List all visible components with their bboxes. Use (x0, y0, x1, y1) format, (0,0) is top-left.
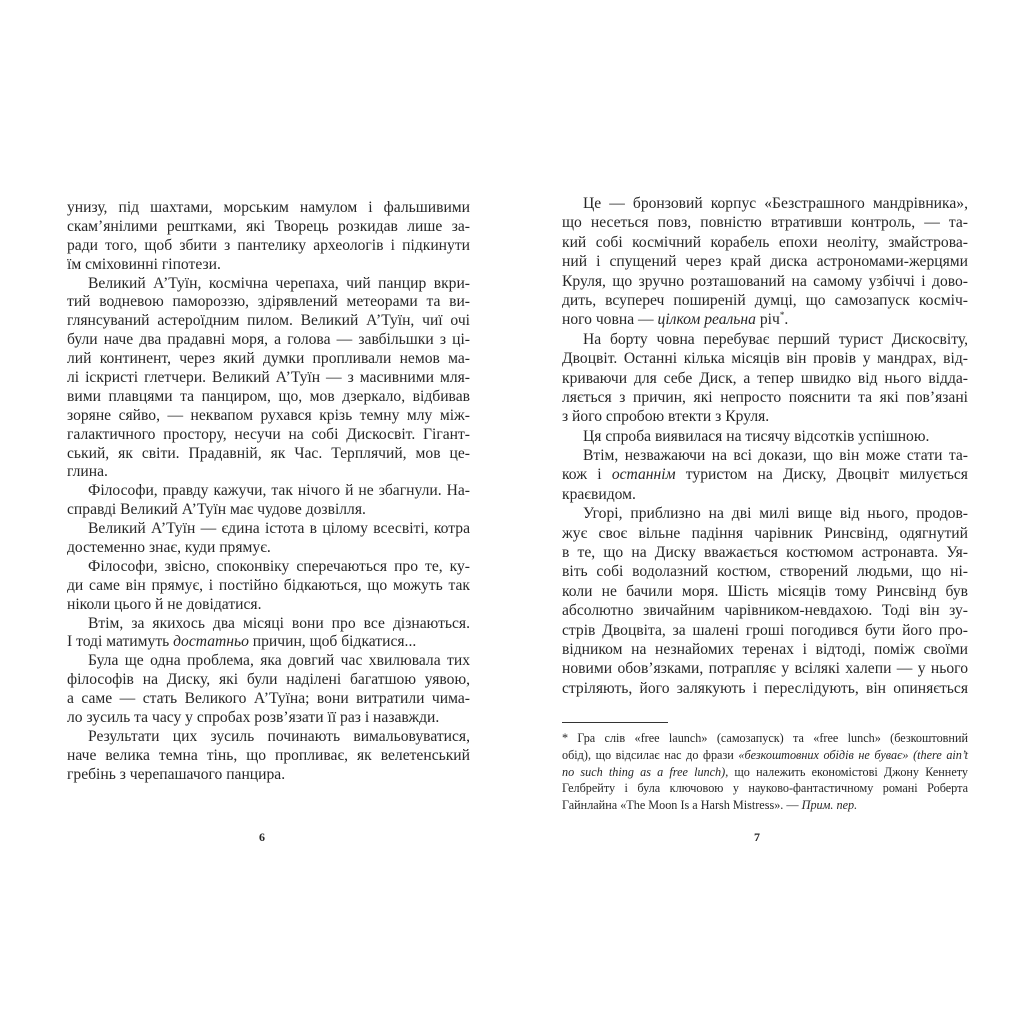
text-line (562, 252, 968, 271)
page-number-left: 6 (259, 830, 265, 844)
text-line (67, 633, 470, 652)
text-span: краєвидом. (562, 485, 636, 503)
text-line (67, 275, 470, 294)
text-span: ди саме він прямує, і постійно бідкаються, що можуть так (67, 576, 470, 594)
text-span: * Гра слів «free launch» (самозапуск) та «free lunch» (безкоштовний (562, 731, 968, 745)
footnote-marker: * (779, 310, 785, 321)
text-span: Круля, що зручно розташований на самому узбіччі і дово- (562, 272, 968, 290)
footnote-line (562, 764, 968, 781)
text-line (67, 463, 470, 482)
text-span: ний і спущений через край диска астрономами-жерцями (562, 253, 968, 271)
text-span: Втім, за якихось два місяці вони про все дізнаються. (88, 614, 470, 632)
text-line (67, 482, 470, 501)
text-span: кож і (562, 466, 612, 484)
text-span: глянсуваний астероїдним пилом. Великий А’Туїн, чиї очі (67, 312, 470, 330)
text-span: обід), що відсилає нас до фрази (562, 747, 739, 762)
text-span: Гайнлайна «The Moon Is a Harsh Mistress». — (562, 798, 802, 813)
footnote-rule (562, 722, 668, 723)
text-span: в те, що на Диску вважається костюмом астронавта. Уя- (562, 544, 968, 562)
text-line (562, 562, 968, 581)
italic-text: Прим. пер. (801, 798, 858, 813)
text-span: відником на незнайомих теренах і відтоді, поміж своїми (562, 640, 968, 658)
text-span: туристом на Диску, Двоцвіт милується (675, 466, 968, 484)
text-span: На борту човна перебуває перший турист Дискосвіту, (583, 330, 968, 348)
text-span: Ця спроба виявилася на тисячу відсотків успішною. (583, 427, 930, 445)
italic-text: достатньо (173, 633, 249, 651)
text-span: Результати цих зусиль починають вимальовуватися, (88, 727, 470, 745)
page-number-right: 7 (754, 830, 760, 844)
text-span: а саме — стать Великого А’Туїна; вони витратили чима- (67, 690, 470, 708)
text-span: були наче два прадавні моря, а голова — завбільшки з ці- (67, 331, 470, 349)
text-line (562, 465, 968, 484)
text-line (562, 388, 968, 407)
text-line (562, 485, 968, 504)
text-line (67, 539, 470, 558)
text-span: унизу, під шахтами, морським намулом і фальшивими (67, 199, 470, 216)
text-line (67, 728, 470, 747)
italic-text: цілком реальна (657, 311, 756, 329)
text-line (67, 407, 470, 426)
text-span: ляється з причин, які непросто пояснити та які пов’язані (562, 388, 968, 406)
text-line (562, 233, 968, 252)
text-line (67, 312, 470, 331)
text-span: ський, як світи. Прадавній, як Час. Терплячий, мов це- (67, 444, 470, 462)
text-line (67, 577, 470, 596)
text-span: справді Великий А’Туїн має чудове дозвілля. (67, 501, 366, 519)
text-line (562, 601, 968, 620)
text-span: лі іскристі глетчери. Великий А’Туїн — з масивними мля- (67, 369, 470, 387)
text-line (562, 427, 968, 446)
text-span: ного човна — (562, 311, 658, 329)
text-line (562, 543, 968, 562)
text-span: . (784, 311, 789, 329)
text-span: дить, всупереч поширеній думці, що самозапуск косміч- (562, 291, 968, 309)
right-page-text (562, 194, 968, 698)
text-span: жує своє вільне падіння чарівник Ринсвінд, одягнутий (562, 524, 968, 542)
text-line (562, 407, 968, 426)
text-span: Двоцвіт. Останні кілька місяців він провів у мандрах, від- (562, 350, 968, 368)
text-line (562, 330, 968, 349)
text-line (67, 671, 470, 690)
text-line (67, 520, 470, 539)
text-span: стрів Двоцвіта, за шалені гроші погодився бути його про- (562, 621, 968, 639)
text-span: з його спробою втекти з Круля. (562, 408, 770, 426)
text-line (562, 582, 968, 601)
text-span: Була ще одна проблема, яка довгий час хвилювала тих (88, 652, 470, 670)
text-span: вими плавцями та панциром, що, мов дзеркало, відбивав (67, 387, 470, 405)
text-span: їм сміховинні гіпотези. (67, 255, 221, 273)
italic-text: останнім (611, 466, 676, 484)
footnote-lines (562, 730, 968, 814)
italic-text: «безкоштовних обідів не буває» (there ain’t (738, 747, 968, 762)
text-span: гребінь з черепашачого панцира. (67, 765, 286, 783)
text-span: річ (755, 311, 780, 329)
text-line (67, 652, 470, 671)
text-span: що належить економістові Джону Кеннету (728, 764, 968, 779)
footnote-line (562, 747, 968, 764)
text-line (562, 349, 968, 368)
text-line (562, 194, 968, 213)
left-page-text (67, 199, 470, 785)
text-line (67, 690, 470, 709)
text-span: Втім, незважаючи на всі докази, що він може стати та- (583, 447, 968, 465)
text-line (67, 199, 470, 218)
text-line (562, 504, 968, 523)
text-line (562, 621, 968, 640)
text-line (67, 709, 470, 728)
text-line (67, 615, 470, 634)
text-line (67, 369, 470, 388)
text-line (67, 350, 470, 369)
text-span: ради того, щоб збити з пантелику археологів і підкинути (67, 236, 470, 254)
text-span: глина. (67, 463, 108, 481)
text-line (562, 369, 968, 388)
text-line (67, 331, 470, 350)
text-span: скам’янілими рештками, які Творець розкидав лише за- (67, 217, 470, 235)
text-span: лий континент, через який думки пропливали немов ма- (67, 350, 470, 368)
text-line (67, 256, 470, 275)
text-line (562, 679, 968, 698)
text-line (67, 766, 470, 785)
text-span: Великий А’Туїн, космічна черепаха, чий панцир вкри- (88, 274, 470, 292)
text-span: ніколи цього й не довідатися. (67, 595, 262, 613)
footnote-line (562, 730, 968, 747)
text-span: що несеться повз, повністю втративши контроль, — та- (562, 214, 968, 232)
text-line (562, 524, 968, 543)
text-span: віть собі водолазний костюм, створений людьми, що ні- (562, 563, 968, 581)
text-line (67, 426, 470, 445)
text-span: причин, щоб бідкатися... (248, 633, 417, 651)
text-span: філософів на Диску, які були наділені багатшою уявою, (67, 671, 470, 689)
text-line (67, 445, 470, 464)
text-span: стріляють, його залякують і переслідують, він опиняється (562, 679, 968, 697)
text-line (67, 747, 470, 766)
text-span: І тоді матимуть (67, 633, 174, 651)
text-line (562, 659, 968, 678)
text-span: абсолютно звичайним чарівником-невдахою. Тоді він зу- (562, 602, 968, 620)
text-span: ло зусиль та часу у спробах розв’язати її раз і назавжди. (67, 709, 440, 727)
text-span: Угорі, приблизно на дві милі вище від нього, продов- (583, 505, 968, 523)
text-line (67, 501, 470, 520)
text-span: криваючи для себе Диск, а тепер швидко від нього відда- (562, 369, 968, 387)
text-span: достеменно знає, куди прямує. (67, 539, 271, 557)
text-span: Філософи, правду кажучи, так нічого й не збагнули. На- (88, 482, 470, 500)
text-span: новими обов’язками, потрапляє у всілякі халепи — у нього (562, 660, 968, 678)
text-line (67, 388, 470, 407)
text-line (562, 272, 968, 291)
text-line (562, 640, 968, 659)
text-line (562, 446, 968, 465)
text-line (562, 310, 968, 329)
text-span: тий водневою памороззю, здірявлений метеорами та ви- (67, 293, 470, 311)
text-span: зоряне сяйво, — неквапом рухався крізь темну млу між- (67, 406, 470, 424)
footnote-line (562, 780, 968, 797)
text-span: Це — бронзовий корпус «Безстрашного мандрівника», (583, 195, 968, 212)
text-span: Великий А’Туїн — єдина істота в цілому всесвіті, котра (88, 520, 470, 538)
text-span: Гелбрейту і була ключовою у науково-фантастичному романі Роберта (562, 781, 968, 796)
text-line (67, 218, 470, 237)
text-span: галактичного простору, несучи на собі Дискосвіт. Гігант- (67, 425, 470, 443)
text-line (67, 558, 470, 577)
footnote-line (562, 797, 968, 814)
text-line (562, 213, 968, 232)
text-line (67, 596, 470, 615)
text-span: Філософи, звісно, споконвіку сперечаються про те, ку- (88, 557, 470, 575)
text-span: наче велика темна тінь, що пропливає, як велетенський (67, 746, 470, 764)
footnote (562, 722, 968, 814)
text-span: кий собі космічний корабель епохи неоліту, змайстрова- (562, 233, 968, 251)
text-span: коли не бачили моря. Шість місяців тому Ринсвінд був (562, 582, 968, 600)
text-line (67, 237, 470, 256)
text-line (562, 291, 968, 310)
italic-text: no such thing as a free lunch), (562, 764, 729, 779)
text-line (67, 293, 470, 312)
